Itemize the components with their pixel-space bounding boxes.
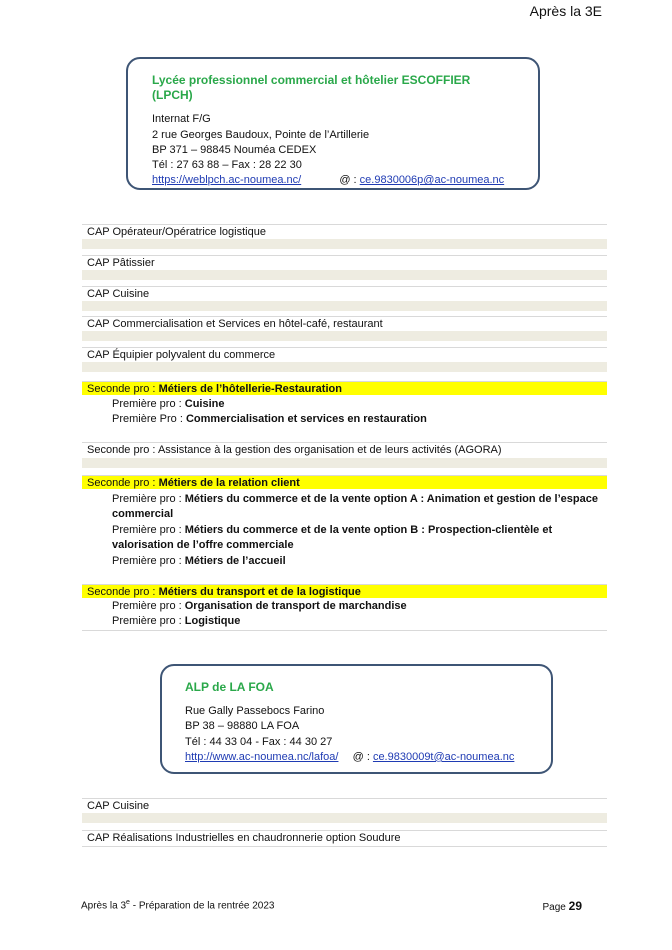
course-name: Métiers du commerce et de la vente option A : Animation et gestion de l’espace commercial — [112, 493, 598, 520]
list-bottom-rule — [82, 630, 607, 631]
course-name: Cuisine — [184, 398, 225, 410]
school-name: ALP de LA FOA — [185, 680, 274, 694]
course-prefix: Seconde pro : — [87, 477, 159, 489]
school-name: Lycée professionnel commercial et hôtelier ESCOFFIER (LPCH) — [152, 73, 471, 103]
course-seconde-transport — [82, 584, 607, 598]
school-email-link[interactable]: ce.9830006p@ac-noumea.nc — [359, 174, 505, 187]
course-name: Commercialisation et services en restauration — [185, 413, 427, 425]
course-prefix: Première pro : — [112, 555, 185, 567]
school-info-box-lpch — [126, 57, 540, 190]
row-gap — [82, 458, 607, 468]
course-cap-chaudronnerie: CAP Réalisations Industrielles en chaudronnerie option Soudure — [82, 830, 607, 844]
school-contact-row — [152, 173, 514, 188]
course-cap-cuisine: CAP Cuisine — [82, 286, 607, 300]
school-postal: BP 371 – 98845 Nouméa CEDEX — [152, 143, 317, 156]
list-bottom-rule — [82, 846, 607, 847]
footer-text: - Préparation de la rentrée 2023 — [129, 900, 275, 912]
school-phone-fax: Tél : 44 33 04 - Fax : 44 30 27 — [185, 735, 333, 748]
course-seconde-agora: Seconde pro : Assistance à la gestion des organisation et de leurs activités (AGORA) — [82, 442, 607, 456]
email-prefix: @ : — [339, 174, 357, 187]
school-phone-fax: Tél : 27 63 88 – Fax : 28 22 30 — [152, 159, 302, 172]
school-address: 2 rue Georges Baudoux, Pointe de l’Artillerie — [152, 128, 370, 141]
course-premiere-organisation-transport — [82, 599, 607, 614]
footer-superscript: e — [126, 899, 130, 906]
course-name: Logistique — [184, 615, 241, 627]
course-prefix: Première Pro : — [112, 413, 186, 425]
course-prefix: Première pro : — [112, 398, 185, 410]
row-gap — [82, 331, 607, 341]
footer-document-title — [81, 899, 274, 911]
school-info-box-alp-la-foa — [160, 664, 553, 774]
footer-page-number — [543, 899, 583, 913]
email-prefix: @ : — [352, 750, 370, 763]
school-boarding: Internat F/G — [152, 113, 211, 126]
school-website-link[interactable]: https://weblpch.ac-noumea.nc/ — [152, 174, 302, 187]
course-premiere-commercialisation — [82, 412, 607, 427]
course-premiere-cuisine — [82, 397, 607, 412]
course-premiere-logistique — [82, 614, 607, 629]
course-name: Métiers de la relation client — [158, 477, 300, 489]
course-cap-patissier: CAP Pâtissier — [82, 255, 607, 269]
course-premiere-accueil — [82, 554, 607, 569]
course-prefix: Première pro : — [112, 524, 185, 536]
school-postal: BP 38 – 98880 LA FOA — [185, 720, 300, 733]
school-website-link[interactable]: http://www.ac-noumea.nc/lafoa/ — [185, 750, 339, 763]
school-email-link[interactable]: ce.9830009t@ac-noumea.nc — [372, 750, 515, 763]
row-gap — [82, 813, 607, 823]
page-corner-label: Après la 3E — [529, 3, 602, 19]
course-cap-equipier: CAP Équipier polyvalent du commerce — [82, 347, 607, 361]
course-cap-commercialisation: CAP Commercialisation et Services en hôtel-café, restaurant — [82, 316, 607, 330]
course-seconde-hotellerie — [82, 381, 607, 395]
course-prefix: Première pro : — [112, 600, 185, 612]
row-gap — [82, 301, 607, 311]
footer-text: Après la 3 — [81, 900, 127, 912]
row-gap — [82, 270, 607, 280]
row-gap — [82, 362, 607, 372]
course-premiere-vente-b — [82, 523, 607, 553]
course-name: Métiers du commerce et de la vente option B : Prospection-clientèle et valorisation de l’offre commerciale — [112, 524, 553, 551]
course-prefix: Seconde pro : — [87, 383, 159, 395]
course-seconde-relation-client — [82, 475, 607, 489]
school-address: Rue Gally Passebocs Farino — [185, 705, 325, 718]
course-prefix: Première pro : — [112, 615, 185, 627]
course-name: Métiers du transport et de la logistique — [158, 586, 361, 598]
course-prefix: Première pro : — [112, 493, 185, 505]
course-name: Organisation de transport de marchandise — [184, 600, 407, 612]
course-cap-cuisine-la-foa: CAP Cuisine — [82, 798, 607, 812]
school-contact-row — [185, 750, 529, 765]
course-name: Métiers de l’accueil — [184, 555, 286, 567]
course-premiere-vente-a — [82, 492, 607, 522]
page-number: 29 — [568, 899, 582, 913]
row-gap — [82, 239, 607, 249]
page-label: Page — [542, 902, 569, 913]
course-cap-logistique: CAP Opérateur/Opératrice logistique — [82, 224, 607, 238]
course-prefix: Seconde pro : — [87, 586, 159, 598]
course-name: Métiers de l’hôtellerie-Restauration — [158, 383, 342, 395]
